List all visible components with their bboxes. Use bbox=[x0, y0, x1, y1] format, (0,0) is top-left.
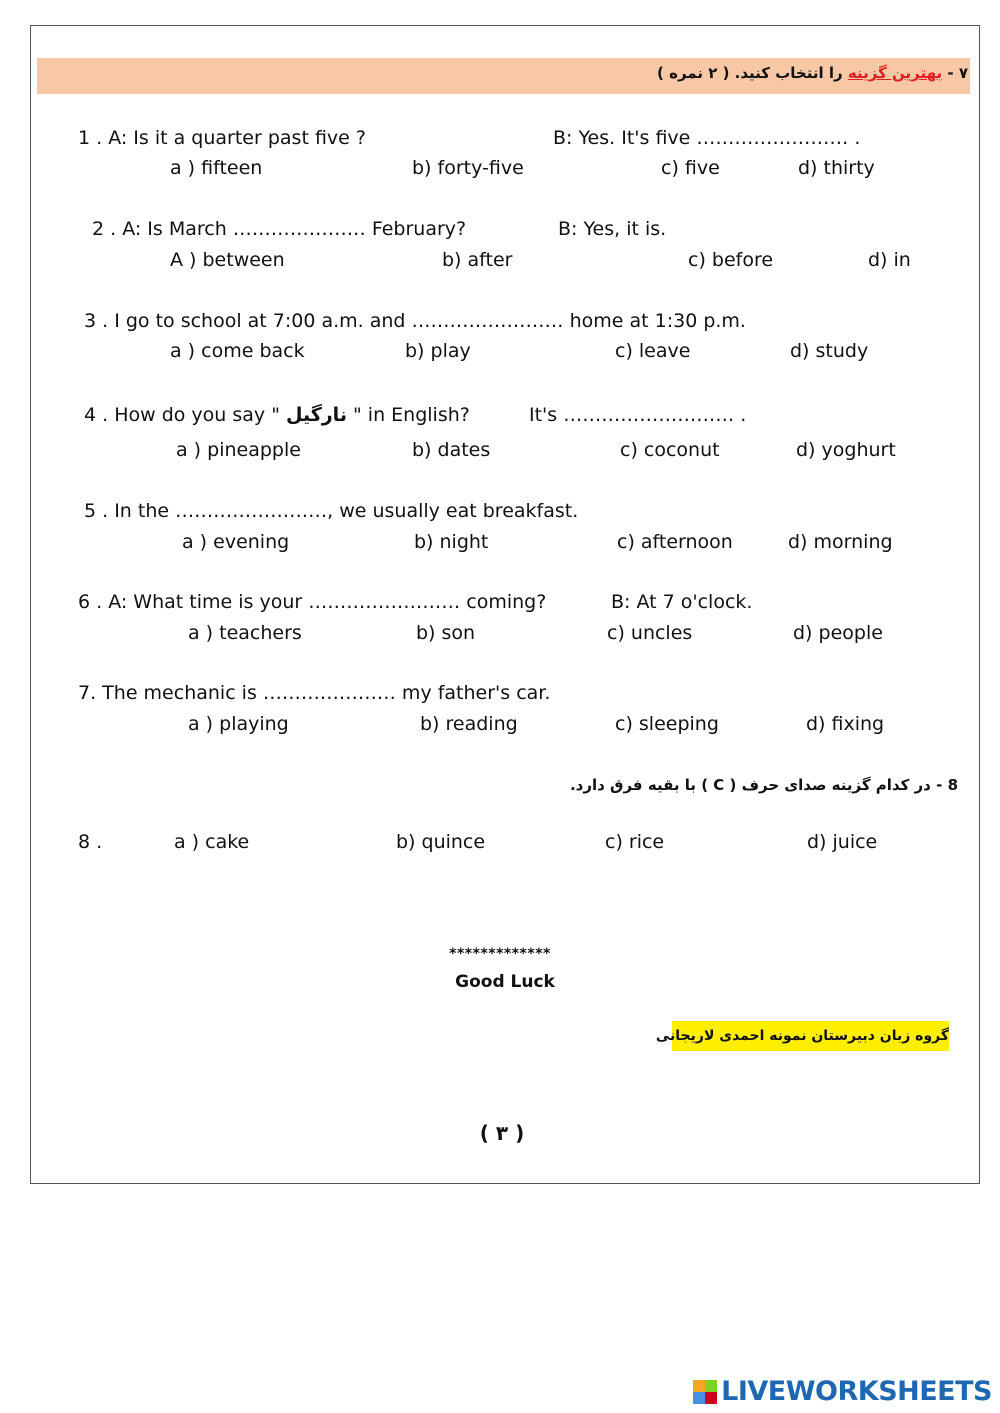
question-7-option-a[interactable]: a ) playing bbox=[188, 713, 289, 735]
question-1-option-c[interactable]: c) five bbox=[661, 157, 720, 179]
question-6-option-a[interactable]: a ) teachers bbox=[188, 622, 302, 644]
question-4-option-c[interactable]: c) coconut bbox=[620, 439, 720, 461]
question-1-answer: B: Yes. It's five …………………… . bbox=[553, 127, 861, 149]
section7-dash: - bbox=[947, 64, 954, 82]
question-3-option-d[interactable]: d) study bbox=[790, 340, 869, 362]
question-2-option-b[interactable]: b) after bbox=[442, 249, 513, 271]
question-4-option-b[interactable]: b) dates bbox=[412, 439, 491, 461]
group-credit: گروه زبان دبیرستان نمونه احمدی لاریجانی bbox=[672, 1021, 949, 1051]
question-5-option-a[interactable]: a ) evening bbox=[182, 531, 290, 553]
question-4-option-a[interactable]: a ) pineapple bbox=[176, 439, 301, 461]
question-7-stem: 7. The mechanic is ………………… my father's car. bbox=[78, 682, 551, 704]
question-2-answer: B: Yes, it is. bbox=[558, 218, 667, 240]
question-5-option-c[interactable]: c) afternoon bbox=[617, 531, 733, 553]
logo-square-3 bbox=[693, 1392, 705, 1404]
question-6-stem: 6 . A: What time is your …………………… coming? bbox=[78, 591, 547, 613]
question-2-option-d[interactable]: d) in bbox=[868, 249, 911, 271]
question-4-persian-word: نارگیل bbox=[285, 404, 347, 426]
section7-title bbox=[657, 64, 968, 82]
question-2-option-c[interactable]: c) before bbox=[688, 249, 774, 271]
question-2-option-a[interactable]: A ) between bbox=[170, 249, 285, 271]
question-3-option-a[interactable]: a ) come back bbox=[170, 340, 305, 362]
question-4-stem-start: 4 . How do you say " bbox=[84, 404, 280, 426]
good-luck: Good Luck bbox=[455, 972, 555, 992]
logo-square-4 bbox=[705, 1392, 717, 1404]
question-5-option-b[interactable]: b) night bbox=[414, 531, 489, 553]
liveworksheets-logo-icon bbox=[693, 1380, 717, 1404]
section8-option-b[interactable]: b) quince bbox=[396, 831, 486, 853]
question-7-option-c[interactable]: c) sleeping bbox=[615, 713, 719, 735]
section8-title: 8 - در کدام گزینه صدای حرف ( C ) با بقیه فرق دارد. bbox=[569, 776, 958, 794]
question-3-stem: 3 . I go to school at 7:00 a.m. and …………………… home at 1:30 p.m. bbox=[84, 310, 746, 332]
logo-square-1 bbox=[693, 1380, 705, 1392]
liveworksheets-brand[interactable] bbox=[693, 1376, 992, 1407]
question-6-option-c[interactable]: c) uncles bbox=[607, 622, 693, 644]
question-1-option-a[interactable]: a ) fifteen bbox=[170, 157, 263, 179]
question-4-answer: It's ……………………… . bbox=[529, 404, 747, 426]
question-6-option-d[interactable]: d) people bbox=[793, 622, 883, 644]
question-1-option-b[interactable]: b) forty-five bbox=[412, 157, 524, 179]
question-5-stem: 5 . In the ……………………, we usually eat breakfast. bbox=[84, 500, 579, 522]
question-5-option-d[interactable]: d) morning bbox=[788, 531, 893, 553]
page-number: ( ۳ ) bbox=[479, 1121, 525, 1145]
section7-title-rest: را انتخاب کنید. ( ۲ نمره ) bbox=[657, 64, 843, 82]
stars-divider: ************* bbox=[449, 946, 551, 962]
question-6-option-b[interactable]: b) son bbox=[416, 622, 476, 644]
question-6-answer: B: At 7 o'clock. bbox=[611, 591, 753, 613]
question-4-stem-end: " in English? bbox=[353, 404, 470, 426]
section7-number: ۷ bbox=[958, 64, 968, 82]
liveworksheets-text: LIVEWORKSHEETS bbox=[721, 1376, 992, 1407]
section7-title-highlight: بهترین گزینه bbox=[847, 64, 943, 82]
question-1-stem: 1 . A: Is it a quarter past five ? bbox=[78, 127, 366, 149]
question-1-option-d[interactable]: d) thirty bbox=[798, 157, 875, 179]
section8-number: 8 . bbox=[78, 831, 103, 853]
question-4-option-d[interactable]: d) yoghurt bbox=[796, 439, 896, 461]
question-3-option-c[interactable]: c) leave bbox=[615, 340, 691, 362]
question-2-stem: 2 . A: Is March ………………… February? bbox=[92, 218, 467, 240]
question-7-option-b[interactable]: b) reading bbox=[420, 713, 518, 735]
section8-option-d[interactable]: d) juice bbox=[807, 831, 878, 853]
logo-square-2 bbox=[705, 1380, 717, 1392]
question-7-option-d[interactable]: d) fixing bbox=[806, 713, 885, 735]
question-3-option-b[interactable]: b) play bbox=[405, 340, 471, 362]
section8-option-c[interactable]: c) rice bbox=[605, 831, 665, 853]
question-4-stem bbox=[84, 404, 470, 426]
section8-option-a[interactable]: a ) cake bbox=[174, 831, 250, 853]
